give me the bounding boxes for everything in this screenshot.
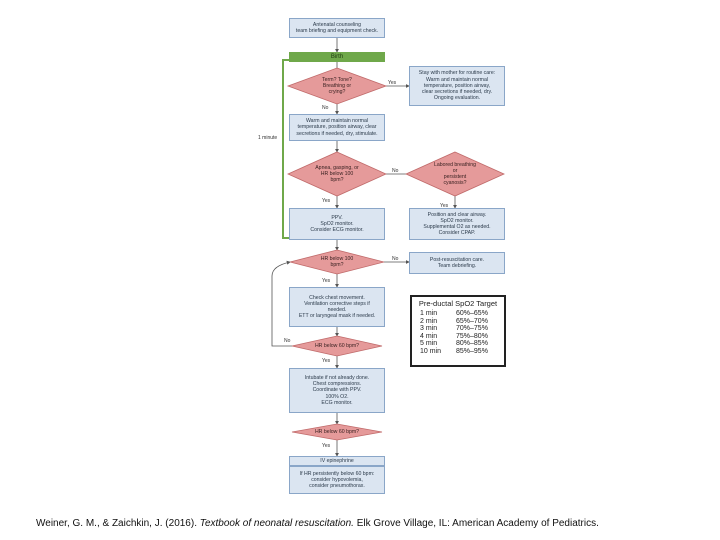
yes-label: Yes bbox=[440, 203, 449, 209]
yes-label: Yes bbox=[388, 80, 397, 86]
yes-label: Yes bbox=[322, 198, 331, 204]
yes-label: Yes bbox=[322, 358, 331, 364]
spo2-row bbox=[416, 310, 500, 318]
spo2-row bbox=[416, 325, 500, 333]
hr100-question: HR below 100 bpm? bbox=[320, 255, 354, 268]
warm-box: Warm and maintain normal temperature, position airway, clear secretions if needed, dry, stimulate. bbox=[289, 114, 385, 141]
hr60b-question: HR below 60 bpm? bbox=[314, 428, 360, 435]
hr60-question: HR below 60 bpm? bbox=[314, 342, 360, 349]
post-resuscitation-box: Post-resuscitation care. Team debriefing. bbox=[409, 252, 505, 274]
spo2-row bbox=[416, 318, 500, 326]
spo2-target: 60%–65% bbox=[456, 310, 488, 317]
spo2-time: 5 min bbox=[420, 340, 438, 348]
no-label: No bbox=[392, 256, 399, 262]
intubate-box: Intubate if not already done. Chest compressions. Coordinate with PPV. 100% O2. ECG monitor. bbox=[289, 368, 385, 413]
term-question: Term? Tone? Breathing or crying? bbox=[322, 76, 352, 96]
yes-label: Yes bbox=[322, 278, 331, 284]
antenatal-box: Antenatal counseling team briefing and equipment check. bbox=[289, 18, 385, 38]
spo2-target: 80%–85% bbox=[456, 340, 488, 348]
one-minute-label: 1 minute bbox=[258, 135, 278, 141]
spo2-table-title: Pre-ductal SpO2 Target bbox=[418, 299, 498, 308]
citation-caption bbox=[36, 518, 599, 529]
birth-bar: Birth bbox=[289, 52, 385, 62]
check-chest-box: Check chest movement. Ventilation corrective steps if needed. ETT or laryngeal mask if needed. bbox=[289, 287, 385, 327]
spo2-time: 10 min bbox=[420, 347, 442, 355]
yes-label: Yes bbox=[322, 443, 331, 449]
citation-publisher: Elk Grove Village, IL: American Academy of Pediatrics. bbox=[356, 518, 599, 529]
labored-question: Labored breathing or persistent cyanosis? bbox=[433, 161, 477, 187]
spo2-time: 2 min bbox=[420, 317, 438, 325]
ppv-box: PPV. SpO2 monitor. Consider ECG monitor. bbox=[289, 208, 385, 240]
no-label: No bbox=[392, 168, 399, 174]
spo2-time: 4 min bbox=[420, 332, 438, 340]
no-label: No bbox=[284, 338, 291, 344]
spo2-row bbox=[416, 340, 500, 348]
spo2-time: 3 min bbox=[420, 325, 438, 333]
spo2-time: 1 min bbox=[420, 310, 438, 317]
spo2-target: 70%–75% bbox=[456, 325, 488, 333]
citation-title: Textbook of neonatal resuscitation. bbox=[199, 518, 354, 529]
spo2-target-table bbox=[410, 295, 506, 367]
spo2-target: 75%–80% bbox=[456, 332, 488, 340]
spo2-target: 85%–95% bbox=[456, 347, 488, 355]
citation-authors: Weiner, G. M., & Zaichkin, J. (2016). bbox=[36, 518, 197, 529]
spo2-row bbox=[416, 333, 500, 341]
spo2-target: 65%–70% bbox=[456, 317, 488, 325]
spo2-row bbox=[416, 348, 500, 356]
apnea-question: Apnea, gasping, or HR below 100 bpm? bbox=[315, 164, 359, 184]
position-airway-box: Position and clear airway. SpO2 monitor. Supplemental O2 as needed. Consider CPAP. bbox=[409, 208, 505, 240]
no-label: No bbox=[322, 105, 329, 111]
iv-epinephrine-box: IV epinephrine bbox=[289, 456, 385, 466]
persistent-hr-box: If HR persistently below 60 bpm: consider hypovolemia, consider pneumothorax. bbox=[289, 466, 385, 494]
routine-care-box: Stay with mother for routine care: Warm and maintain normal temperature, position airway, clear secretions if needed, dry. Ongoing evaluation. bbox=[409, 66, 505, 106]
